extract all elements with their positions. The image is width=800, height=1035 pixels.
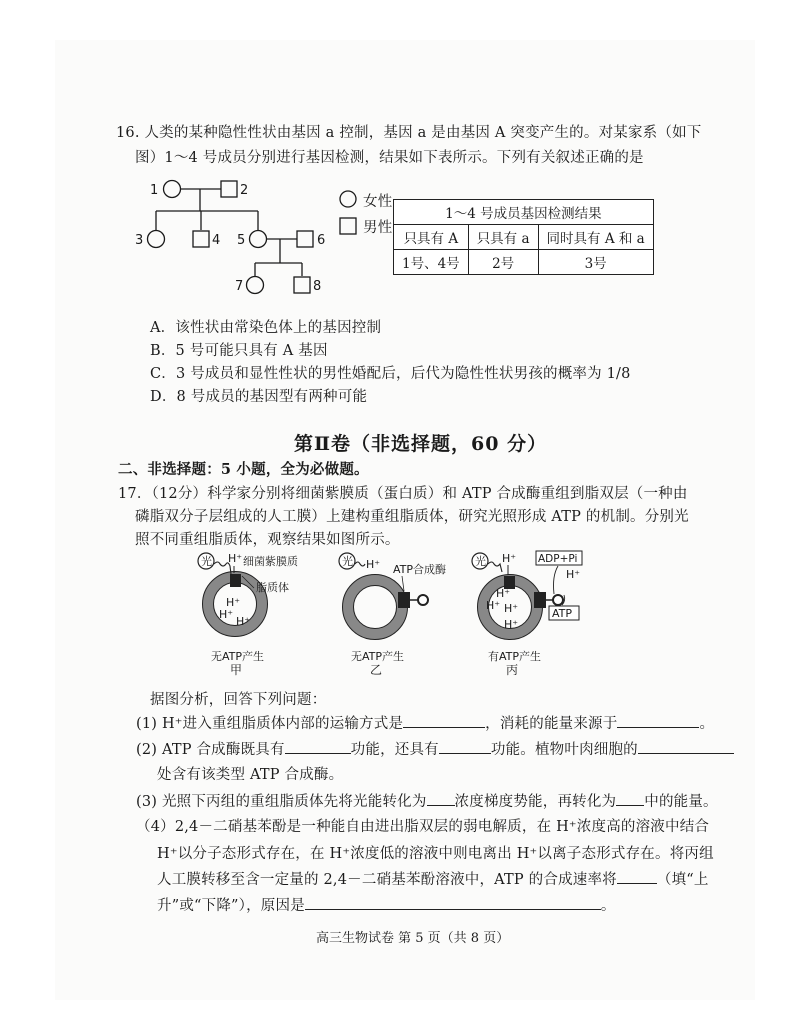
pedigree-chart xyxy=(130,172,400,302)
legend-male-label: 男性 xyxy=(363,220,393,236)
label-5: 5 xyxy=(237,233,246,248)
option-a: A．该性状由常染色体上的基因控制 xyxy=(150,320,382,336)
svg-text:光: 光 xyxy=(201,555,212,568)
label-3: 3 xyxy=(135,233,144,248)
svg-text:ADP+Pi: ADP+Pi xyxy=(538,553,578,565)
member-7-female xyxy=(247,277,264,294)
option-c: C．3 号成员和显性性状的男性婚配后，后代为隐性性状男孩的概率为 1/8 xyxy=(150,366,631,382)
legend-female-label: 女性 xyxy=(363,194,393,210)
svg-text:H⁺: H⁺ xyxy=(219,608,234,621)
page-footer: 高三生物试卷 第 5 页（共 8 页） xyxy=(316,931,510,946)
label-6: 6 xyxy=(317,233,326,248)
gene-table-header: 同时具有 A 和 a xyxy=(538,225,653,250)
q17-part4-line4: 升”或“下降”），原因是 。 xyxy=(157,894,616,915)
label-1: 1 xyxy=(150,183,159,198)
q17-part4-line1: （4）2,4－二硝基苯酚是一种能自由进出脂双层的弱电解质，在 H⁺浓度高的溶液中结合 xyxy=(136,819,710,835)
answer-blank[interactable] xyxy=(403,713,485,729)
liposome-b-membrane xyxy=(348,580,402,634)
q16-stem-line2: 图）1～4 号成员分别进行基因检测，结果如下表所示。下列有关叙述正确的是 xyxy=(135,150,644,166)
label-7: 7 xyxy=(235,279,244,294)
gene-table-title: 1～4 号成员基因检测结果 xyxy=(394,200,654,225)
q17-part1: (1) H⁺进入重组脂质体内部的运输方式是 ，消耗的能量来源于 。 xyxy=(136,712,714,733)
answer-blank[interactable] xyxy=(617,869,657,885)
svg-text:无ATP产生: 无ATP产生 xyxy=(351,650,405,663)
svg-text:H⁺: H⁺ xyxy=(504,618,519,631)
svg-text:甲: 甲 xyxy=(230,663,243,677)
member-6-male xyxy=(297,231,313,247)
svg-text:H⁺: H⁺ xyxy=(228,552,243,565)
label-2: 2 xyxy=(240,183,249,198)
svg-text:H⁺: H⁺ xyxy=(496,587,511,600)
gene-table-cell: 1号、4号 xyxy=(394,250,469,275)
gene-table-cell: 2号 xyxy=(468,250,538,275)
member-2-male xyxy=(221,181,237,197)
svg-text:细菌紫膜质: 细菌紫膜质 xyxy=(243,555,298,568)
svg-text:ATP合成酶: ATP合成酶 xyxy=(393,563,447,576)
member-8-male xyxy=(294,277,310,293)
answer-blank[interactable] xyxy=(427,791,455,807)
gene-table-header: 只具有 a xyxy=(468,225,538,250)
svg-text:丙: 丙 xyxy=(506,663,519,677)
answer-blank[interactable] xyxy=(285,739,351,755)
answer-blank[interactable] xyxy=(616,791,644,807)
legend-circle-icon xyxy=(340,191,356,207)
atp-synthase-c xyxy=(534,592,546,608)
svg-text:H⁺: H⁺ xyxy=(486,599,501,612)
q17-part2: (2) ATP 合成酶既具有 功能，还具有 功能。植物叶肉细胞的 xyxy=(136,738,734,759)
section-subtitle: 二、非选择题：5 小题，全为必做题。 xyxy=(118,461,369,478)
svg-text:脂质体: 脂质体 xyxy=(256,581,289,594)
answer-blank[interactable] xyxy=(638,739,734,755)
svg-text:光: 光 xyxy=(475,555,486,568)
svg-text:无ATP产生: 无ATP产生 xyxy=(211,650,265,663)
member-5-female xyxy=(250,231,267,248)
q17-stem-line2: 磷脂双分子层组成的人工膜）上建构重组脂质体，研究光照形成 ATP 的机制。分别光 xyxy=(135,509,689,525)
legend-square-icon xyxy=(340,218,356,234)
svg-text:H⁺: H⁺ xyxy=(366,558,381,571)
svg-text:H⁺: H⁺ xyxy=(236,615,251,628)
answer-blank[interactable] xyxy=(617,713,699,729)
q17-part2-cont: 处含有该类型 ATP 合成酶。 xyxy=(157,767,344,783)
q17-part4-line3: 人工膜转移至含一定量的 2,4－二硝基苯酚溶液中，ATP 的合成速率将 （填“上 xyxy=(157,868,709,889)
svg-text:光: 光 xyxy=(342,555,353,568)
answer-blank[interactable] xyxy=(439,739,491,755)
q17-part4-line2: H⁺以分子态形式存在，在 H⁺浓度低的溶液中则电离出 H⁺以离子态形式存在。将丙组 xyxy=(157,846,714,862)
q16-stem-line1: 16. 人类的某种隐性性状由基因 a 控制，基因 a 是由基因 A 突变产生的。对某家系（如下 xyxy=(116,125,702,141)
option-b: B．5 号可能只具有 A 基因 xyxy=(150,343,328,359)
liposome-figure xyxy=(190,548,610,678)
gene-table-cell: 3号 xyxy=(538,250,653,275)
section-title: 第Ⅱ卷（非选择题，60 分） xyxy=(294,433,548,455)
q17-intro: 据图分析，回答下列问题： xyxy=(150,692,327,708)
answer-blank[interactable] xyxy=(305,895,601,911)
gene-test-table xyxy=(393,199,654,275)
option-d: D．8 号成员的基因型有两种可能 xyxy=(150,389,368,405)
bacteriorhodopsin-a xyxy=(230,574,241,587)
member-1-female xyxy=(164,181,181,198)
svg-text:H⁺: H⁺ xyxy=(226,596,241,609)
gene-table-header: 只具有 A xyxy=(394,225,469,250)
svg-text:有ATP产生: 有ATP产生 xyxy=(488,650,542,663)
member-3-female xyxy=(148,231,165,248)
member-4-male xyxy=(193,231,209,247)
pedigree-legend-symbols xyxy=(338,190,358,238)
label-4: 4 xyxy=(212,233,221,248)
q17-stem-line1: 17．（12分）科学家分别将细菌紫膜质（蛋白质）和 ATP 合成酶重组到脂双层（一种由 xyxy=(118,486,688,502)
label-8: 8 xyxy=(313,279,322,294)
q17-stem-line3: 照不同重组脂质体，观察结果如图所示。 xyxy=(135,532,400,548)
atp-synthase-b xyxy=(398,592,410,608)
q17-part3: (3) 光照下丙组的重组脂质体先将光能转化为 浓度梯度势能，再转化为 中的能量。 xyxy=(136,790,718,811)
svg-text:ATP: ATP xyxy=(552,607,573,620)
svg-text:H⁺: H⁺ xyxy=(566,568,581,581)
svg-text:乙: 乙 xyxy=(370,663,383,677)
svg-text:H⁺: H⁺ xyxy=(502,552,517,565)
svg-text:H⁺: H⁺ xyxy=(504,602,519,615)
